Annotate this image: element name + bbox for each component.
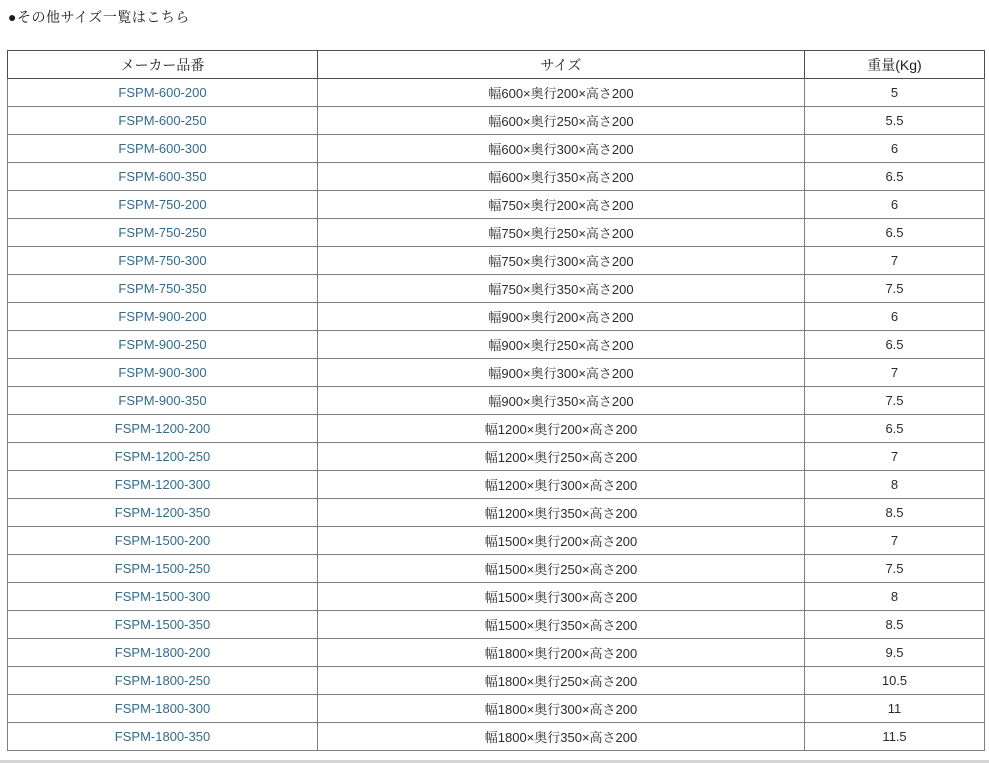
- size-cell: 幅900×奥行300×高さ200: [318, 359, 805, 387]
- header-row: [8, 51, 985, 79]
- part-number-link[interactable]: FSPM-600-300: [118, 141, 207, 156]
- table-row: [8, 499, 985, 527]
- part-number-link[interactable]: FSPM-1200-350: [114, 505, 211, 520]
- size-cell: 幅900×奥行200×高さ200: [318, 303, 805, 331]
- part-number-link[interactable]: FSPM-900-200: [118, 309, 207, 324]
- size-cell: 幅750×奥行200×高さ200: [318, 191, 805, 219]
- weight-cell: 6.5: [805, 219, 985, 247]
- size-cell: 幅600×奥行300×高さ200: [318, 135, 805, 163]
- part-number-link[interactable]: FSPM-1200-200: [114, 421, 211, 436]
- table-row: [8, 611, 985, 639]
- part-number-link[interactable]: FSPM-1500-350: [114, 617, 211, 632]
- weight-cell: 9.5: [805, 639, 985, 667]
- header-part-number: メーカー品番: [8, 51, 318, 79]
- part-number-cell: [8, 303, 318, 331]
- weight-cell: 11: [805, 695, 985, 723]
- part-number-link[interactable]: FSPM-600-200: [118, 85, 207, 100]
- size-cell: 幅1500×奥行200×高さ200: [318, 527, 805, 555]
- part-number-cell: [8, 387, 318, 415]
- size-cell: 幅600×奥行200×高さ200: [318, 79, 805, 107]
- part-number-link[interactable]: FSPM-1500-200: [114, 533, 211, 548]
- weight-cell: 8.5: [805, 611, 985, 639]
- part-number-cell: [8, 611, 318, 639]
- size-cell: 幅600×奥行350×高さ200: [318, 163, 805, 191]
- size-cell: 幅1500×奥行250×高さ200: [318, 555, 805, 583]
- table-row: [8, 555, 985, 583]
- part-number-link[interactable]: FSPM-1500-300: [114, 589, 211, 604]
- size-cell: 幅900×奥行250×高さ200: [318, 331, 805, 359]
- part-number-link[interactable]: FSPM-1800-200: [114, 645, 211, 660]
- weight-cell: 6: [805, 135, 985, 163]
- table-row: [8, 471, 985, 499]
- part-number-link[interactable]: FSPM-750-250: [118, 225, 207, 240]
- weight-cell: 7.5: [805, 275, 985, 303]
- table-row: [8, 415, 985, 443]
- part-number-link[interactable]: FSPM-1200-250: [114, 449, 211, 464]
- part-number-cell: [8, 331, 318, 359]
- weight-cell: 7: [805, 443, 985, 471]
- part-number-cell: [8, 667, 318, 695]
- part-number-link[interactable]: FSPM-900-300: [118, 365, 207, 380]
- table-row: [8, 723, 985, 751]
- size-cell: 幅1500×奥行300×高さ200: [318, 583, 805, 611]
- table-row: [8, 135, 985, 163]
- size-cell: 幅900×奥行350×高さ200: [318, 387, 805, 415]
- size-cell: 幅1800×奥行200×高さ200: [318, 639, 805, 667]
- part-number-link[interactable]: FSPM-750-200: [118, 197, 207, 212]
- weight-cell: 5.5: [805, 107, 985, 135]
- table-row: [8, 583, 985, 611]
- size-cell: 幅1500×奥行350×高さ200: [318, 611, 805, 639]
- table-row: [8, 387, 985, 415]
- part-number-cell: [8, 443, 318, 471]
- table-row: [8, 443, 985, 471]
- weight-cell: 8: [805, 471, 985, 499]
- size-cell: 幅1200×奥行300×高さ200: [318, 471, 805, 499]
- size-cell: 幅1800×奥行250×高さ200: [318, 667, 805, 695]
- weight-cell: 6.5: [805, 331, 985, 359]
- part-number-link[interactable]: FSPM-600-250: [118, 113, 207, 128]
- weight-cell: 11.5: [805, 723, 985, 751]
- part-number-link[interactable]: FSPM-600-350: [118, 169, 207, 184]
- part-number-cell: [8, 695, 318, 723]
- part-number-cell: [8, 639, 318, 667]
- size-cell: 幅750×奥行300×高さ200: [318, 247, 805, 275]
- part-number-link[interactable]: FSPM-1800-350: [114, 729, 211, 744]
- size-cell: 幅1200×奥行250×高さ200: [318, 443, 805, 471]
- weight-cell: 7: [805, 359, 985, 387]
- table-row: [8, 639, 985, 667]
- weight-cell: 5: [805, 79, 985, 107]
- part-number-cell: [8, 163, 318, 191]
- part-number-link[interactable]: FSPM-1800-300: [114, 701, 211, 716]
- weight-cell: 6.5: [805, 415, 985, 443]
- part-number-cell: [8, 107, 318, 135]
- size-cell: 幅750×奥行250×高さ200: [318, 219, 805, 247]
- weight-cell: 10.5: [805, 667, 985, 695]
- part-number-link[interactable]: FSPM-1500-250: [114, 561, 211, 576]
- size-table-header: [8, 51, 985, 79]
- part-number-cell: [8, 79, 318, 107]
- weight-cell: 7.5: [805, 555, 985, 583]
- part-number-cell: [8, 723, 318, 751]
- weight-cell: 7: [805, 247, 985, 275]
- table-row: [8, 331, 985, 359]
- size-cell: 幅1800×奥行350×高さ200: [318, 723, 805, 751]
- part-number-cell: [8, 499, 318, 527]
- table-row: [8, 359, 985, 387]
- table-row: [8, 303, 985, 331]
- table-row: [8, 79, 985, 107]
- weight-cell: 8: [805, 583, 985, 611]
- part-number-cell: [8, 583, 318, 611]
- part-number-cell: [8, 135, 318, 163]
- part-number-cell: [8, 555, 318, 583]
- part-number-link[interactable]: FSPM-750-300: [118, 253, 207, 268]
- table-row: [8, 695, 985, 723]
- header-weight: 重量(Kg): [805, 51, 985, 79]
- table-row: [8, 527, 985, 555]
- weight-cell: 6: [805, 303, 985, 331]
- table-row: [8, 275, 985, 303]
- table-row: [8, 163, 985, 191]
- part-number-cell: [8, 471, 318, 499]
- part-number-cell: [8, 191, 318, 219]
- page-title: ●その他サイズ一覧はこちら: [8, 9, 190, 25]
- size-cell: 幅1200×奥行350×高さ200: [318, 499, 805, 527]
- size-cell: 幅1200×奥行200×高さ200: [318, 415, 805, 443]
- size-table: [7, 50, 985, 751]
- header-size: サイズ: [318, 51, 805, 79]
- table-row: [8, 191, 985, 219]
- part-number-link[interactable]: FSPM-1200-300: [114, 477, 211, 492]
- part-number-link[interactable]: FSPM-900-250: [118, 337, 207, 352]
- part-number-cell: [8, 415, 318, 443]
- table-row: [8, 107, 985, 135]
- table-row: [8, 219, 985, 247]
- part-number-cell: [8, 219, 318, 247]
- weight-cell: 6: [805, 191, 985, 219]
- weight-cell: 7: [805, 527, 985, 555]
- part-number-cell: [8, 359, 318, 387]
- part-number-link[interactable]: FSPM-750-350: [118, 281, 207, 296]
- weight-cell: 8.5: [805, 499, 985, 527]
- weight-cell: 6.5: [805, 163, 985, 191]
- size-cell: 幅600×奥行250×高さ200: [318, 107, 805, 135]
- size-cell: 幅750×奥行350×高さ200: [318, 275, 805, 303]
- part-number-cell: [8, 527, 318, 555]
- table-row: [8, 667, 985, 695]
- size-cell: 幅1800×奥行300×高さ200: [318, 695, 805, 723]
- size-table-body: [8, 79, 985, 751]
- part-number-cell: [8, 247, 318, 275]
- table-row: [8, 247, 985, 275]
- part-number-link[interactable]: FSPM-1800-250: [114, 673, 211, 688]
- weight-cell: 7.5: [805, 387, 985, 415]
- part-number-link[interactable]: FSPM-900-350: [118, 393, 207, 408]
- part-number-cell: [8, 275, 318, 303]
